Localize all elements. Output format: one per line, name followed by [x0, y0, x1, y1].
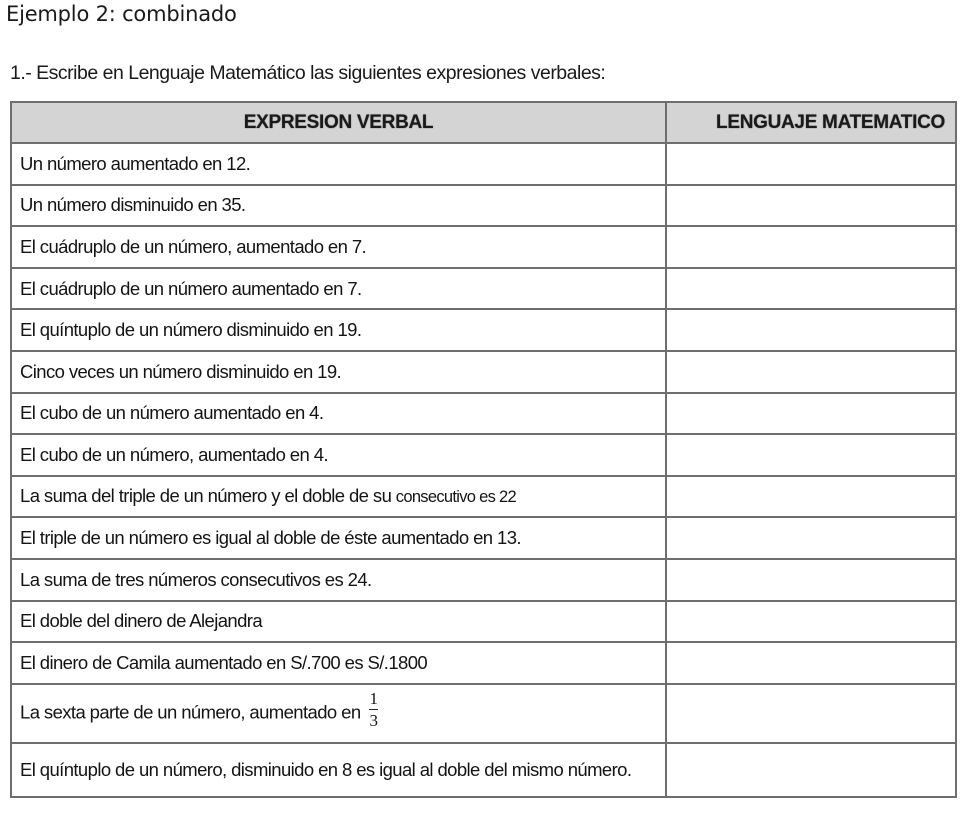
- verbal-expression-cell: El doble del dinero de Alejandra: [11, 601, 666, 643]
- table-row: [11, 684, 956, 743]
- verbal-expression-cell: [11, 476, 666, 518]
- table-row: [11, 743, 956, 797]
- math-answer-cell[interactable]: [666, 393, 956, 435]
- math-answer-cell[interactable]: [666, 185, 956, 227]
- table-row: [11, 393, 956, 435]
- exercise-instruction: 1.- Escribe en Lenguaje Matemático las siguientes expresiones verbales:: [10, 62, 606, 84]
- math-answer-cell[interactable]: [666, 351, 956, 393]
- fraction-denominator: 3: [369, 710, 378, 730]
- verbal-expression-cell: El cubo de un número, aumentado en 4.: [11, 434, 666, 476]
- verbal-expression-cell: Un número disminuido en 35.: [11, 185, 666, 227]
- verbal-expression-cell: La suma de tres números consecutivos es 24.: [11, 559, 666, 601]
- table-row: [11, 642, 956, 684]
- fraction-numerator: 1: [369, 688, 378, 708]
- verbal-expression-cell: [11, 684, 666, 743]
- verbal-text: La suma del triple de un número y el doble de su: [20, 485, 396, 507]
- header-math-language: LENGUAJE MATEMATICO: [666, 102, 956, 143]
- header-verbal-expression: EXPRESION VERBAL: [11, 102, 666, 143]
- math-answer-cell[interactable]: [666, 559, 956, 601]
- math-answer-cell[interactable]: [666, 743, 956, 797]
- verbal-text: La sexta parte de un número, aumentado en: [20, 701, 361, 723]
- verbal-expression-cell: Un número aumentado en 12.: [11, 143, 666, 185]
- expressions-table: [10, 101, 957, 798]
- math-answer-cell[interactable]: [666, 517, 956, 559]
- math-answer-cell[interactable]: [666, 309, 956, 351]
- table-row: [11, 185, 956, 227]
- math-answer-cell[interactable]: [666, 684, 956, 743]
- table-row: [11, 601, 956, 643]
- verbal-expression-cell: El quíntuplo de un número disminuido en 19.: [11, 309, 666, 351]
- table-row: [11, 476, 956, 518]
- table-row: [11, 268, 956, 310]
- fraction-one-third: [369, 690, 379, 729]
- section-title: Ejemplo 2: combinado: [6, 2, 237, 26]
- table-row: [11, 434, 956, 476]
- verbal-expression-cell: El cuádruplo de un número, aumentado en 7.: [11, 226, 666, 268]
- math-answer-cell[interactable]: [666, 601, 956, 643]
- math-answer-cell[interactable]: [666, 434, 956, 476]
- verbal-expression-cell: El dinero de Camila aumentado en S/.700 es S/.1800: [11, 642, 666, 684]
- verbal-expression-cell: Cinco veces un número disminuido en 19.: [11, 351, 666, 393]
- table-row: [11, 226, 956, 268]
- table-row: [11, 351, 956, 393]
- math-answer-cell[interactable]: [666, 143, 956, 185]
- table-row: [11, 309, 956, 351]
- verbal-expression-cell: El quíntuplo de un número, disminuido en 8 es igual al doble del mismo número.: [11, 743, 666, 797]
- verbal-expression-cell: El cuádruplo de un número aumentado en 7.: [11, 268, 666, 310]
- math-answer-cell[interactable]: [666, 268, 956, 310]
- table-row: [11, 559, 956, 601]
- table-header-row: [11, 102, 956, 143]
- table-row: [11, 517, 956, 559]
- verbal-text-tail: consecutivo es 22: [395, 488, 516, 507]
- math-answer-cell[interactable]: [666, 226, 956, 268]
- verbal-expression-cell: El cubo de un número aumentado en 4.: [11, 393, 666, 435]
- math-answer-cell[interactable]: [666, 476, 956, 518]
- verbal-expression-cell: El triple de un número es igual al doble de éste aumentado en 13.: [11, 517, 666, 559]
- table-row: [11, 143, 956, 185]
- math-answer-cell[interactable]: [666, 642, 956, 684]
